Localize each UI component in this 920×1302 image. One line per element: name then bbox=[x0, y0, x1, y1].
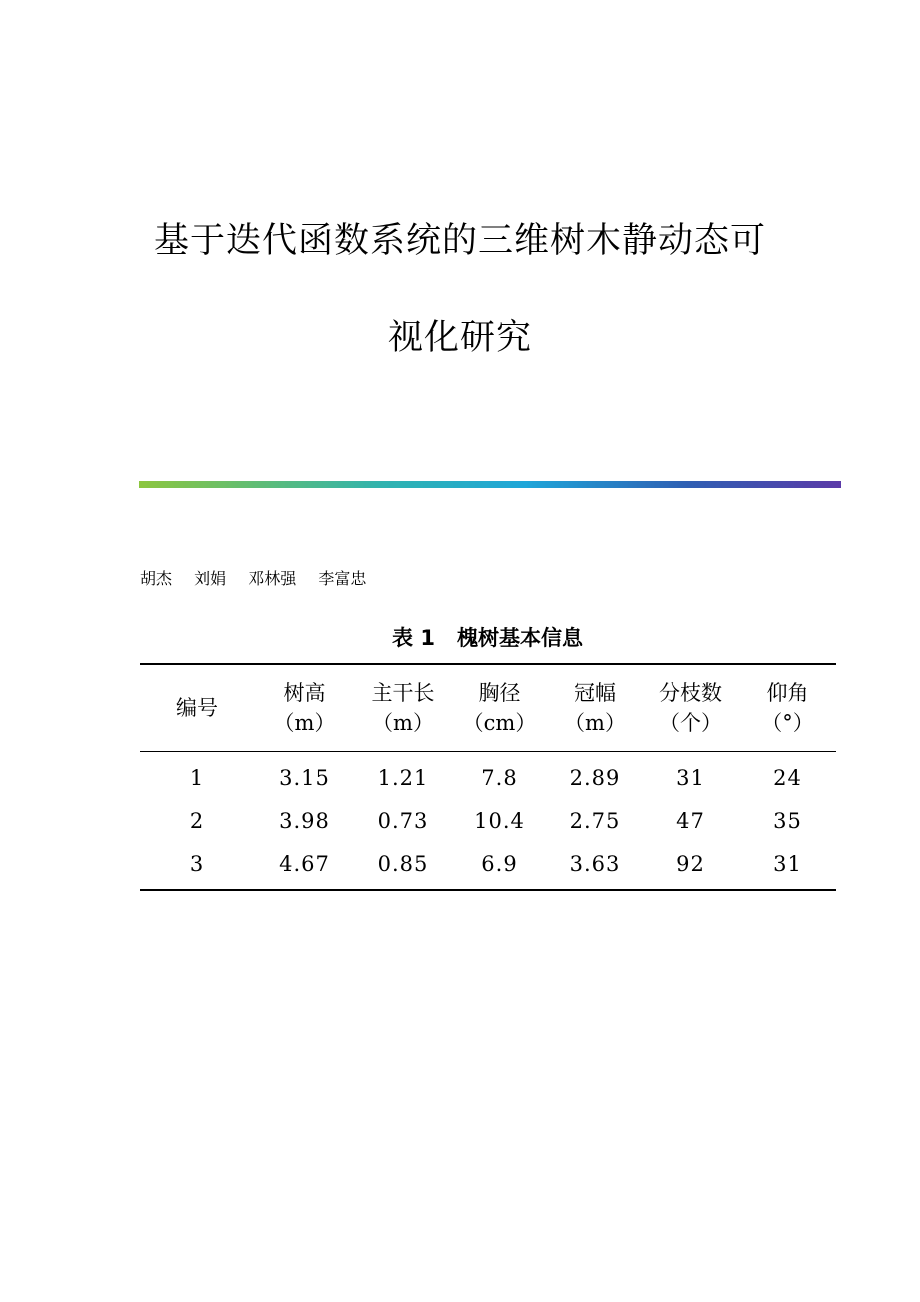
table-cell: 47 bbox=[676, 808, 705, 833]
column-header-unit: （cm） bbox=[462, 711, 537, 735]
column-header bbox=[140, 664, 254, 752]
table-row bbox=[140, 752, 836, 800]
table-cell: 7.8 bbox=[481, 765, 518, 790]
column-header-name: 树高 bbox=[283, 681, 326, 705]
table-cell: 3.15 bbox=[279, 765, 330, 790]
column-header-name: 冠幅 bbox=[574, 681, 616, 705]
table-cell: 3.63 bbox=[569, 851, 621, 876]
table-cell: 6.9 bbox=[481, 851, 518, 876]
column-header bbox=[254, 664, 355, 752]
document-title-line-2: 视化研究 bbox=[387, 318, 532, 358]
column-header bbox=[451, 664, 548, 752]
table-caption-label: 表 1 bbox=[392, 626, 435, 650]
column-header-unit: （个） bbox=[659, 711, 722, 735]
column-header-name: 胸径 bbox=[478, 681, 521, 705]
table-cell: 3.98 bbox=[279, 808, 330, 833]
table-row bbox=[140, 842, 836, 890]
column-header bbox=[548, 664, 642, 752]
column-header bbox=[355, 664, 451, 752]
table-cell: 35 bbox=[773, 808, 802, 833]
document-title-line-1: 基于迭代函数系统的三维树木静动态可 bbox=[153, 221, 766, 261]
author-list bbox=[140, 566, 383, 592]
table-row bbox=[140, 799, 836, 842]
author-name: 李富忠 bbox=[318, 569, 367, 588]
column-header-name: 分枝数 bbox=[659, 681, 722, 705]
table-cell: 0.73 bbox=[377, 808, 429, 833]
table-cell: 1 bbox=[189, 765, 205, 790]
title-divider-bar bbox=[139, 481, 841, 488]
table-cell: 31 bbox=[676, 765, 705, 790]
tree-info-table bbox=[140, 663, 836, 891]
table-cell: 92 bbox=[676, 851, 705, 876]
author-name: 邓林强 bbox=[248, 569, 297, 588]
column-header-unit: （m） bbox=[372, 711, 434, 735]
table-cell: 2.75 bbox=[569, 808, 621, 833]
column-header-unit: （m） bbox=[564, 711, 626, 735]
author-name: 刘娟 bbox=[194, 569, 227, 588]
table-cell: 3 bbox=[189, 851, 205, 876]
column-header-unit: （m） bbox=[273, 711, 336, 735]
column-header-name: 主干长 bbox=[371, 681, 435, 705]
column-header-name: 编号 bbox=[176, 696, 218, 720]
column-header bbox=[739, 664, 836, 752]
table-cell: 2.89 bbox=[569, 765, 621, 790]
table-cell: 10.4 bbox=[474, 808, 525, 833]
table-cell: 0.85 bbox=[377, 851, 429, 876]
column-header bbox=[642, 664, 739, 752]
author-name: 胡杰 bbox=[140, 569, 173, 588]
table-header-row bbox=[140, 664, 836, 752]
table-cell: 4.67 bbox=[279, 851, 330, 876]
table-cell: 24 bbox=[773, 765, 802, 790]
table-caption bbox=[0, 622, 920, 654]
column-header-unit: （°） bbox=[761, 711, 814, 735]
column-header-name: 仰角 bbox=[766, 681, 809, 705]
table-caption-text: 槐树基本信息 bbox=[456, 626, 583, 650]
table-cell: 2 bbox=[189, 808, 205, 833]
table-cell: 1.21 bbox=[377, 765, 429, 790]
table-cell: 31 bbox=[773, 851, 802, 876]
